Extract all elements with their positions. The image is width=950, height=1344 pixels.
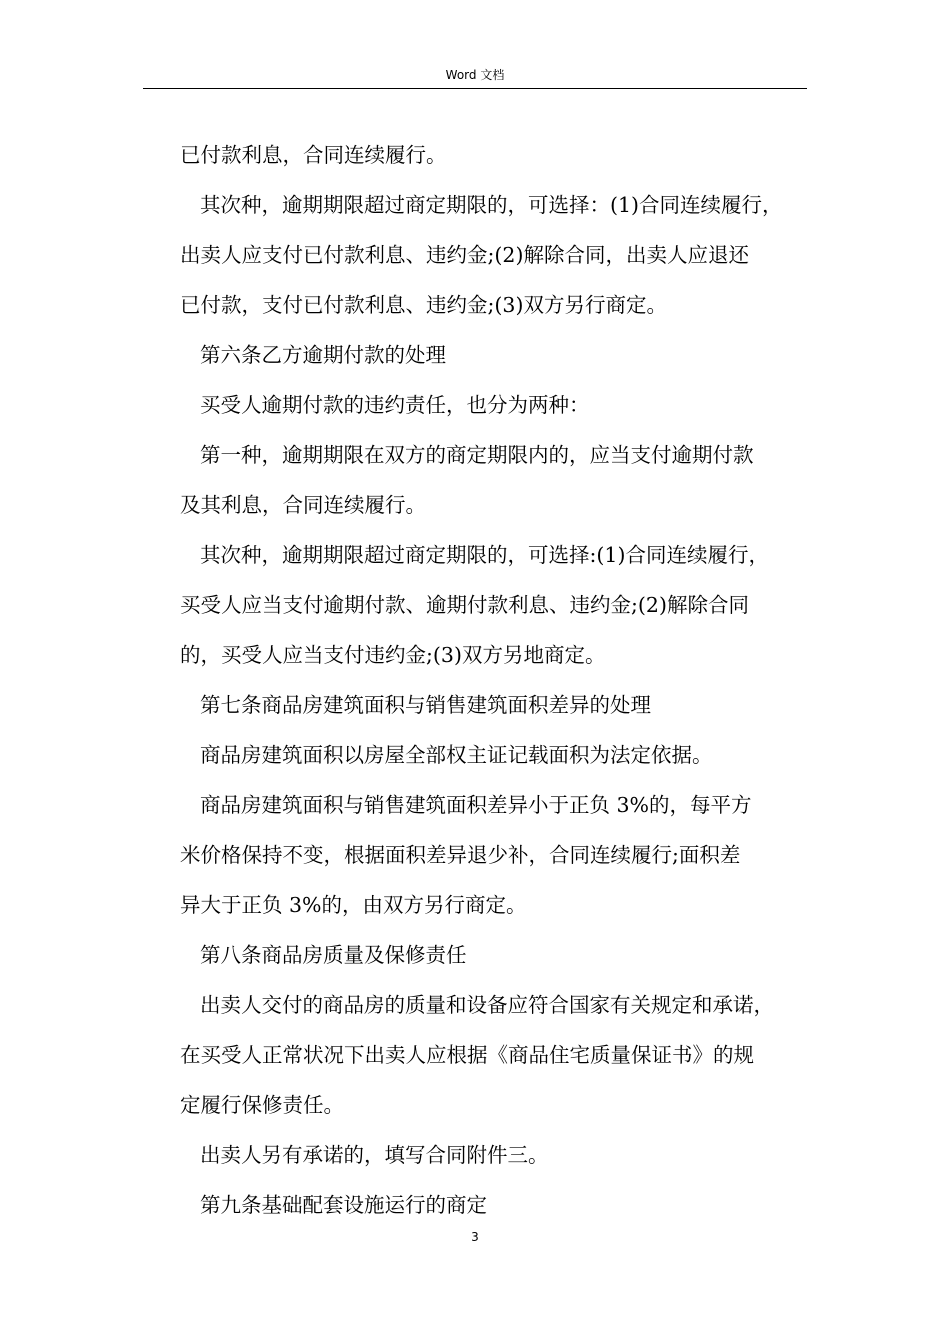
text-line: 已付款利息，合同连续履行。 xyxy=(180,143,447,167)
text-line: 第九条基础配套设施运行的商定 xyxy=(200,1193,487,1217)
text-line: 其次种，逾期期限超过商定期限的，可选择:(1)合同连续履行， xyxy=(200,543,769,567)
text-line: 第八条商品房质量及保修责任 xyxy=(200,943,467,967)
text-line: 已付款，支付已付款利息、违约金;(3)双方另行商定。 xyxy=(180,293,667,317)
text-line: 的，买受人应当支付违约金;(3)双方另地商定。 xyxy=(180,643,606,667)
text-line: 其次种，逾期期限超过商定期限的，可选择：(1)合同连续履行， xyxy=(200,193,783,217)
text-line: 及其利息，合同连续履行。 xyxy=(180,493,426,517)
page-header: Word 文档 xyxy=(445,68,505,82)
text-line: 在买受人正常状况下出卖人应根据《商品住宅质量保证书》的规 xyxy=(180,1043,754,1067)
page-number: 3 xyxy=(471,1230,479,1244)
text-line: 出卖人应支付已付款利息、违约金;(2)解除合同，出卖人应退还 xyxy=(180,243,749,267)
text-line: 定履行保修责任。 xyxy=(180,1093,344,1117)
text-line: 第七条商品房建筑面积与销售建筑面积差异的处理 xyxy=(200,693,651,717)
text-line: 米价格保持不变，根据面积差异退少补，合同连续履行;面积差 xyxy=(180,843,741,867)
text-line: 出卖人另有承诺的，填写合同附件三。 xyxy=(200,1143,549,1167)
text-line: 异大于正负 3%的，由双方另行商定。 xyxy=(180,893,527,917)
text-line: 买受人应当支付逾期付款、逾期付款利息、违约金;(2)解除合同 xyxy=(180,593,749,617)
text-line: 商品房建筑面积以房屋全部权主证记载面积为法定依据。 xyxy=(200,743,713,767)
text-line: 商品房建筑面积与销售建筑面积差异小于正负 3%的，每平方 xyxy=(200,793,752,817)
text-line: 第六条乙方逾期付款的处理 xyxy=(200,343,446,367)
header-rule xyxy=(143,88,807,89)
text-line: 出卖人交付的商品房的质量和设备应符合国家有关规定和承诺， xyxy=(200,993,774,1017)
text-line: 第一种，逾期期限在双方的商定期限内的，应当支付逾期付款 xyxy=(200,443,754,467)
text-line: 买受人逾期付款的违约责任，也分为两种： xyxy=(200,393,590,417)
document-body xyxy=(180,130,810,1230)
